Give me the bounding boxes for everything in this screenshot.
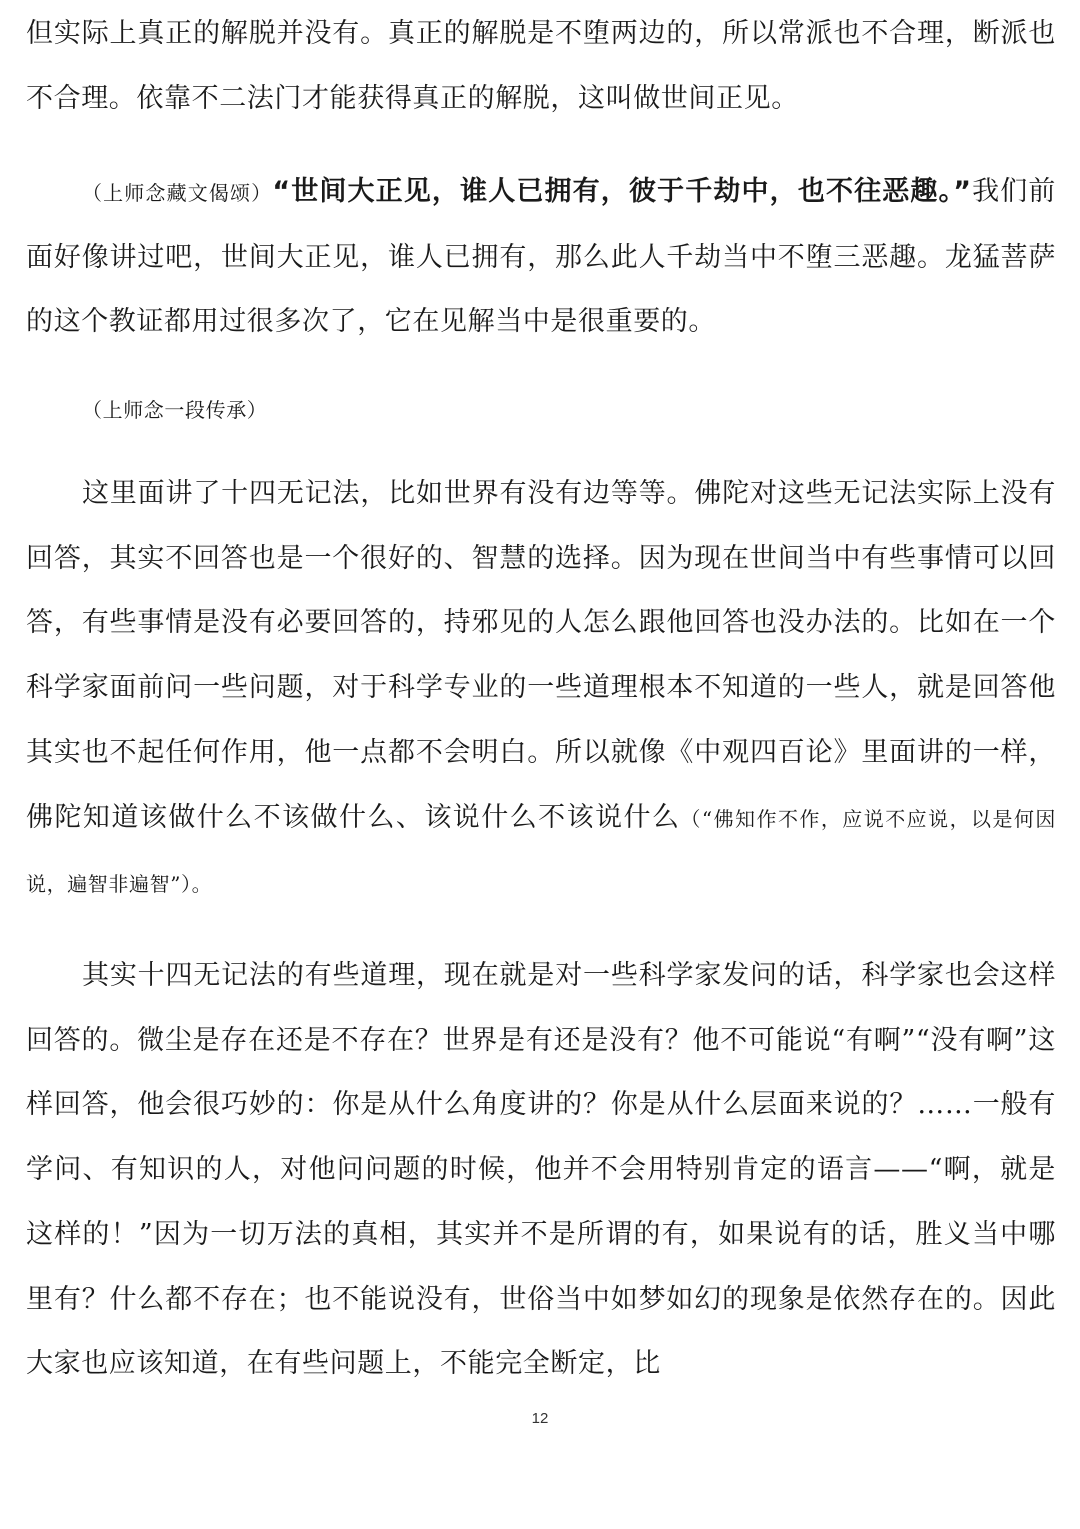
paragraph-4-text: 这里面讲了十四无记法，比如世界有没有边等等。佛陀对这些无记法实际上没有回答，其实不回答也是一个很好的、智慧的选择。因为现在世间当中有些事情可以回答，有些事情是没有必要回答的，持邪见的人怎么跟他回答也没办法的。比如在一个科学家面前问一些问题，对于科学专业的一些道理根本不知道的一些人，就是回答他其实也不起任何作用，他一点都不会明白。所以就像《中观四百论》里面讲的一样，佛陀知道该做什么不该做什么、该说什么不该说什么: [26, 478, 1056, 833]
verse-quote: “世间大正见，谁人已拥有，彼于千劫中，也不往恶趣。”: [272, 176, 972, 207]
page-number: 12: [531, 1410, 549, 1427]
paragraph-3: [26, 377, 1056, 443]
paragraph-4: [26, 462, 1056, 917]
recitation-note: （上师念藏文偈颂）: [82, 181, 273, 205]
transmission-note: （上师念一段传承）: [82, 398, 268, 422]
paragraph-5-text: 其实十四无记法的有些道理，现在就是对一些科学家发问的话，科学家也会这样回答的。微尘是存在还是不存在？世界是有还是没有？他不可能说“有啊”“没有啊”这样回答，他会很巧妙的：你是从什么角度讲的？你是从什么层面来说的？……一般有学问、有知识的人，对他问问题的时候，他并不会用特别肯定的语言——“啊，就是这样的！”因为一切万法的真相，其实并不是所谓的有，如果说有的话，胜义当中哪里有？什么都不存在；也不能说没有，世俗当中如梦如幻的现象是依然存在的。因此大家也应该知道，在有些问题上，不能完全断定，比: [26, 960, 1056, 1380]
paragraph-1-text: 但实际上真正的解脱并没有。真正的解脱是不堕两边的，所以常派也不合理，断派也不合理。依靠不二法门才能获得真正的解脱，这叫做世间正见。: [26, 18, 1056, 114]
paragraph-2: [26, 160, 1056, 355]
paragraph-2-text: 我们前面好像讲过吧，世间大正见，谁人已拥有，那么此人千劫当中不堕三恶趣。龙猛菩萨的这个教证都用过很多次了，它在见解当中是很重要的。: [26, 176, 1056, 338]
quote-note: （“佛知作不作，应说不应说，以是何因说，遍智非遍智”）。: [26, 806, 1056, 897]
paragraph-1: [26, 2, 1056, 131]
paragraph-5: [26, 944, 1056, 1397]
